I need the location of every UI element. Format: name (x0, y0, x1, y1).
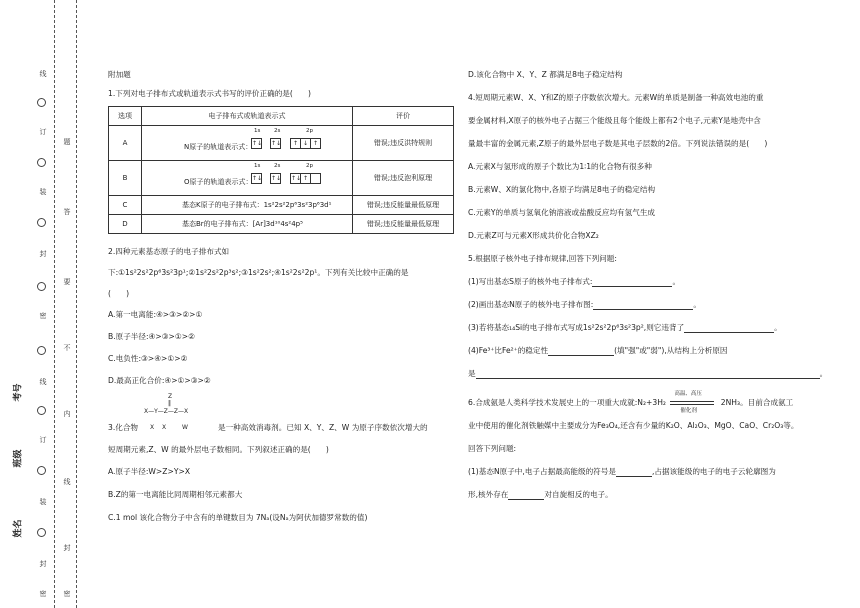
orbital-label: 2s (274, 162, 281, 169)
orbital-box: ↑↓ (271, 174, 282, 182)
table-header-cell: 评价 (353, 107, 454, 126)
evaluation-cell: 错误;违反泡利原理 (353, 161, 454, 196)
binding-hole-icon (37, 158, 46, 167)
structure-atom: Z (168, 393, 173, 400)
margin-char: 内 (63, 410, 71, 417)
q3-stem-suffix: 是一种高效消毒剂。已知 X、Y、Z、W 为原子序数依次增大的 (218, 423, 428, 432)
period: 。 (774, 323, 782, 332)
margin-char: 订 (39, 436, 47, 443)
q3-option-a: A.原子半径:W>Z>Y>X (108, 467, 191, 476)
margin-char: 线 (39, 70, 47, 77)
q6-stem-a: 6.合成氨是人类科学技术发展史上的一项重大成就:N₂+3H₂ (468, 398, 666, 407)
q2-stem-line1: 2.四种元素基态原子的电子排布式如 (108, 247, 230, 256)
answer-blank[interactable] (508, 490, 544, 500)
q5-part4-text: (4)Fe³⁺比Fe²⁺的稳定性 (468, 346, 549, 355)
q1-stem: 1.下列对电子排布式或轨道表示式书写的评价正确的是( ) (108, 89, 312, 98)
evaluation-cell: 错误;违反洪特规则 (353, 126, 454, 161)
period: 。 (819, 369, 828, 378)
option-cell: A (109, 126, 142, 161)
q6-stem-line2: 业中使用的催化剂铁触媒中主要成分为Fe₃O₄,还含有少量的K₂O、Al₂O₃、MgO、CaO、Cr₂O₃等。 (468, 421, 799, 430)
content-cell: 基态Br的电子排布式：[Ar]3d¹⁰4s²4p⁵ (142, 215, 353, 234)
q1-table (108, 106, 454, 234)
q4-option-d: D.元素Z可与元素X形成共价化合物XZ₂ (468, 231, 599, 240)
margin-char: 密 (39, 312, 47, 319)
margin-char: 封 (39, 560, 47, 567)
orbital-box: ↑ (310, 138, 321, 149)
q5-part4 (468, 346, 728, 356)
q4-option-c: C.元素Y的单质与氢氧化钠溶液或盐酸反应均有氢气生成 (468, 208, 656, 217)
q2-stem-line3: ( ) (108, 289, 130, 298)
q5-part3-text: (3)若将基态₁₄Si的电子排布式写成1s²2s²2p⁶3s²3p²,则它违背了 (468, 323, 685, 332)
answer-blank[interactable] (593, 300, 693, 310)
reaction-arrow (668, 391, 718, 414)
margin-char: 装 (39, 498, 47, 505)
section-header: 附加题 (108, 70, 131, 79)
orbital-box: ↑ (300, 173, 311, 184)
margin-char: 线 (39, 378, 47, 385)
orbital-label: 2p (306, 162, 313, 169)
structure-bond: ‖ (168, 400, 171, 407)
orbital-box (310, 173, 321, 184)
q6-part1-text-b: ,占据该能级的电子的电子云轮廓图为 (651, 467, 776, 476)
margin-char: 密 (39, 590, 47, 597)
q3-stem-line2: 短周期元素,Z、W 的最外层电子数相同。下列叙述正确的是( ) (108, 445, 329, 454)
evaluation-cell: 错误;违反能量最低原理 (353, 196, 454, 215)
equilibrium-arrow-icon (670, 404, 714, 405)
structure-atom: X (162, 424, 167, 431)
q4-stem-line3: 量最丰富的金属元素,Z原子的最外层电子数是其电子层数的2倍。下列说法错误的是( ) (468, 139, 768, 148)
table-row (109, 126, 454, 161)
answer-blank[interactable] (476, 369, 820, 379)
q4-stem-line2: 要金属材料,X原子的核外电子占据三个能级且每个能级上都有2个电子,元素Y是地壳中含 (468, 116, 761, 125)
period: 。 (672, 277, 681, 286)
q6-stem-line3: 回答下列问题: (468, 444, 517, 453)
q5-part4-cont (468, 369, 827, 379)
answer-blank[interactable] (548, 346, 614, 356)
equilibrium-arrow-icon (670, 401, 714, 402)
period: 。 (693, 300, 701, 309)
q5-part2 (468, 300, 701, 310)
orbital-box: ↑↓ (252, 139, 263, 147)
orbital-box: ↑↓ (271, 139, 282, 147)
q6-part1-text: (1)基态N原子中,电子占据最高能级的符号是 (468, 467, 616, 476)
q6-part2-text-b: 对自旋相反的电子。 (544, 490, 613, 499)
structure-atom: X (150, 424, 155, 431)
content-text: N原子的轨道表示式： (184, 142, 253, 151)
binding-hole-icon (37, 218, 46, 227)
orbital-box: ↑ (290, 138, 301, 149)
q6-stem-line1 (468, 391, 794, 414)
table-header-cell: 选项 (109, 107, 142, 126)
orbital-label: 1s (254, 127, 261, 134)
q3-stem-prefix: 3.化合物 (108, 423, 139, 432)
q6-part1 (468, 467, 776, 477)
q2-option-c: C.电负性:③>④>①>② (108, 354, 188, 363)
margin-char: 封 (63, 544, 71, 551)
table-header-cell: 电子排布式或轨道表示式 (142, 107, 353, 126)
margin-char: 装 (39, 188, 47, 195)
q5-stem: 5.根据原子核外电子排布规律,回答下列问题: (468, 254, 617, 263)
q5-part2-text: (2)画出基态N原子的核外电子排布图: (468, 300, 594, 309)
q5-part3 (468, 323, 782, 333)
reaction-condition-bottom: 催化剂 (680, 408, 697, 414)
answer-blank[interactable] (616, 467, 652, 477)
binding-hole-icon (37, 98, 46, 107)
option-cell: D (109, 215, 142, 234)
orbital-label: 2s (274, 127, 281, 134)
margin-char: 订 (39, 128, 47, 135)
content-text: O原子的轨道表示式： (184, 177, 253, 186)
q5-part4-text-b: (填"强"或"弱"),从结构上分析原因 (614, 346, 728, 355)
margin-char: 题 (63, 138, 71, 145)
table-row (109, 215, 454, 234)
q2-option-b: B.原子半径:④>③>①>② (108, 332, 195, 341)
option-cell: C (109, 196, 142, 215)
table-row (109, 161, 454, 196)
binding-hole-icon (37, 346, 46, 355)
class-label: 班级 (13, 449, 24, 468)
binding-hole-icon (37, 466, 46, 475)
q4-stem-line1: 4.短周期元素W、X、Y和Z的原子序数依次增大。元素W的单质是制备一种高效电池的重 (468, 93, 764, 102)
margin-char: 封 (39, 250, 47, 257)
q6-part2-text: 形,核外存在 (468, 490, 509, 499)
name-label: 姓名 (13, 519, 24, 538)
orbital-label: 1s (254, 162, 261, 169)
binding-hole-icon (37, 528, 46, 537)
q2-option-a: A.第一电离能:④>③>②>① (108, 310, 203, 319)
q3-option-d: D.该化合物中 X、Y、Z 都满足8电子稳定结构 (468, 70, 623, 79)
q3-option-b: B.Z的第一电离能比同周期相邻元素都大 (108, 490, 243, 499)
margin-char: 答 (63, 208, 71, 215)
q4-option-a: A.元素X与氢形成的原子个数比为1∶1的化合物有很多种 (468, 162, 652, 171)
table-header-row (109, 107, 454, 126)
margin-char: 线 (63, 478, 71, 485)
orbital-box: ↓ (300, 138, 311, 149)
reaction-condition-top: 高温、高压 (674, 391, 702, 397)
orbital-box: ↑↓ (291, 174, 302, 182)
margin-char: 不 (63, 344, 71, 351)
binding-hole-icon (37, 406, 46, 415)
exam-number-label: 考号 (13, 383, 24, 402)
content-cell: 基态K原子的电子排布式：1s²2s²2p⁶3s²3p⁶3d¹ (142, 196, 353, 215)
q4-option-b: B.元素W、X的氯化物中,各原子均满足8电子的稳定结构 (468, 185, 656, 194)
binding-hole-icon (37, 282, 46, 291)
option-cell: B (109, 161, 142, 196)
q5-part1 (468, 277, 680, 287)
orbital-box: ↑↓ (252, 174, 263, 182)
answer-blank[interactable] (592, 277, 672, 287)
binding-line-outer (54, 0, 55, 608)
q2-option-d: D.最高正化合价:④>①>③>② (108, 376, 211, 385)
margin-char: 要 (63, 278, 71, 285)
evaluation-cell: 错误;违反能量最低原理 (353, 215, 454, 234)
structure-atom: W (182, 424, 188, 431)
q5-part4-text-c: 是 (468, 369, 476, 378)
q5-part1-text: (1)写出基态S原子的核外电子排布式: (468, 277, 593, 286)
orbital-diagram (252, 138, 321, 149)
orbital-label: 2p (306, 127, 313, 134)
content-cell (142, 161, 353, 196)
q6-stem-b: 2NH₃。目前合成氨工 (720, 398, 794, 407)
answer-blank[interactable] (684, 323, 774, 333)
margin-char: 密 (63, 590, 71, 597)
orbital-diagram (252, 173, 321, 184)
q3-option-c: C.1 mol 该化合物分子中含有的单键数目为 7Nₐ(设Nₐ为阿伏加德罗常数的值) (108, 513, 368, 522)
structure-chain: X—Y—Z—Z—X (144, 408, 189, 415)
q6-part2 (468, 490, 613, 500)
q2-stem-line2: 下:①1s²2s²2p⁶3s²3p¹;②1s²2s²2p³s²;③1s²2s²;④1s²2s²2p¹。下列有关比较中正确的是 (108, 268, 409, 277)
content-cell (142, 126, 353, 161)
table-row (109, 196, 454, 215)
binding-line-inner (76, 0, 77, 608)
